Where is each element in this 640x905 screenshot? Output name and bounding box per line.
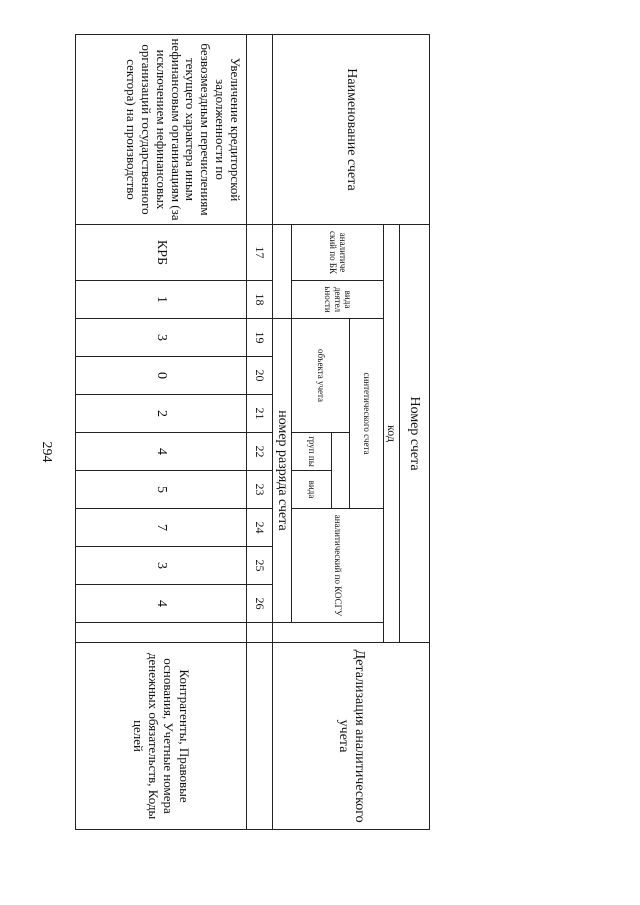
digit-23: 23: [246, 471, 272, 509]
accounts-table: [75, 34, 430, 830]
empty-header-cell: [272, 623, 383, 643]
group-header: груп пы: [291, 433, 331, 471]
code-cell-17: КРБ: [76, 225, 247, 281]
empty-digit-cell: [272, 225, 291, 319]
detailing-header: Детализация аналитического учета: [272, 643, 429, 830]
empty-name-digit-cell: [246, 35, 272, 225]
digit-24: 24: [246, 509, 272, 547]
empty-detail-digit-cell: [246, 643, 272, 830]
code-cell-19: 3: [76, 319, 247, 357]
digit-26: 26: [246, 585, 272, 623]
analytic-bk-header: аналитиче ский по БК: [291, 225, 383, 281]
rotated-page-content: [75, 34, 430, 829]
detailing-cell: Контрагенты, Правовые основания, Учетные номера денежных обязательств, Коды целей: [76, 643, 247, 830]
code-cell-26: 4: [76, 585, 247, 623]
synthetic-account-header: синтетического счета: [349, 319, 383, 509]
code-cell-21: 2: [76, 395, 247, 433]
digit-18: 18: [246, 281, 272, 319]
digit-17: 17: [246, 225, 272, 281]
code-cell-24: 7: [76, 509, 247, 547]
accounts-table-frame: [75, 34, 430, 829]
digit-21: 21: [246, 395, 272, 433]
code-cell-22: 4: [76, 433, 247, 471]
account-number-header: Номер счета: [400, 225, 430, 643]
digit-number-header: номер разряда счета: [272, 319, 291, 623]
analytic-kosgu-header: аналитический по КОСГУ: [291, 509, 383, 623]
account-name-header: Наименование счета: [272, 35, 429, 225]
empty-subheader-cell: [331, 433, 349, 509]
code-cell-23: 5: [76, 471, 247, 509]
digit-25: 25: [246, 547, 272, 585]
digit-22: 22: [246, 433, 272, 471]
account-object-header: объекта учета: [291, 319, 349, 433]
page-number: 294: [39, 441, 54, 463]
code-cell-18: 1: [76, 281, 247, 319]
account-name-cell: Увеличение кредиторской задолженности по безвозмездным перечислениям текущего характера иным нефинансовым организациям (за исключением нефинансовых организаций государственного сектора) на производство: [76, 35, 247, 225]
code-cell-extra: [76, 623, 247, 643]
digit-19: 19: [246, 319, 272, 357]
kind-header: вида: [291, 471, 331, 509]
digit-20: 20: [246, 357, 272, 395]
code-cell-20: 0: [76, 357, 247, 395]
code-header: код: [383, 225, 399, 643]
empty-digit-extra-cell: [246, 623, 272, 643]
activity-type-header: вида деятел ьности: [291, 281, 383, 319]
code-cell-25: 3: [76, 547, 247, 585]
